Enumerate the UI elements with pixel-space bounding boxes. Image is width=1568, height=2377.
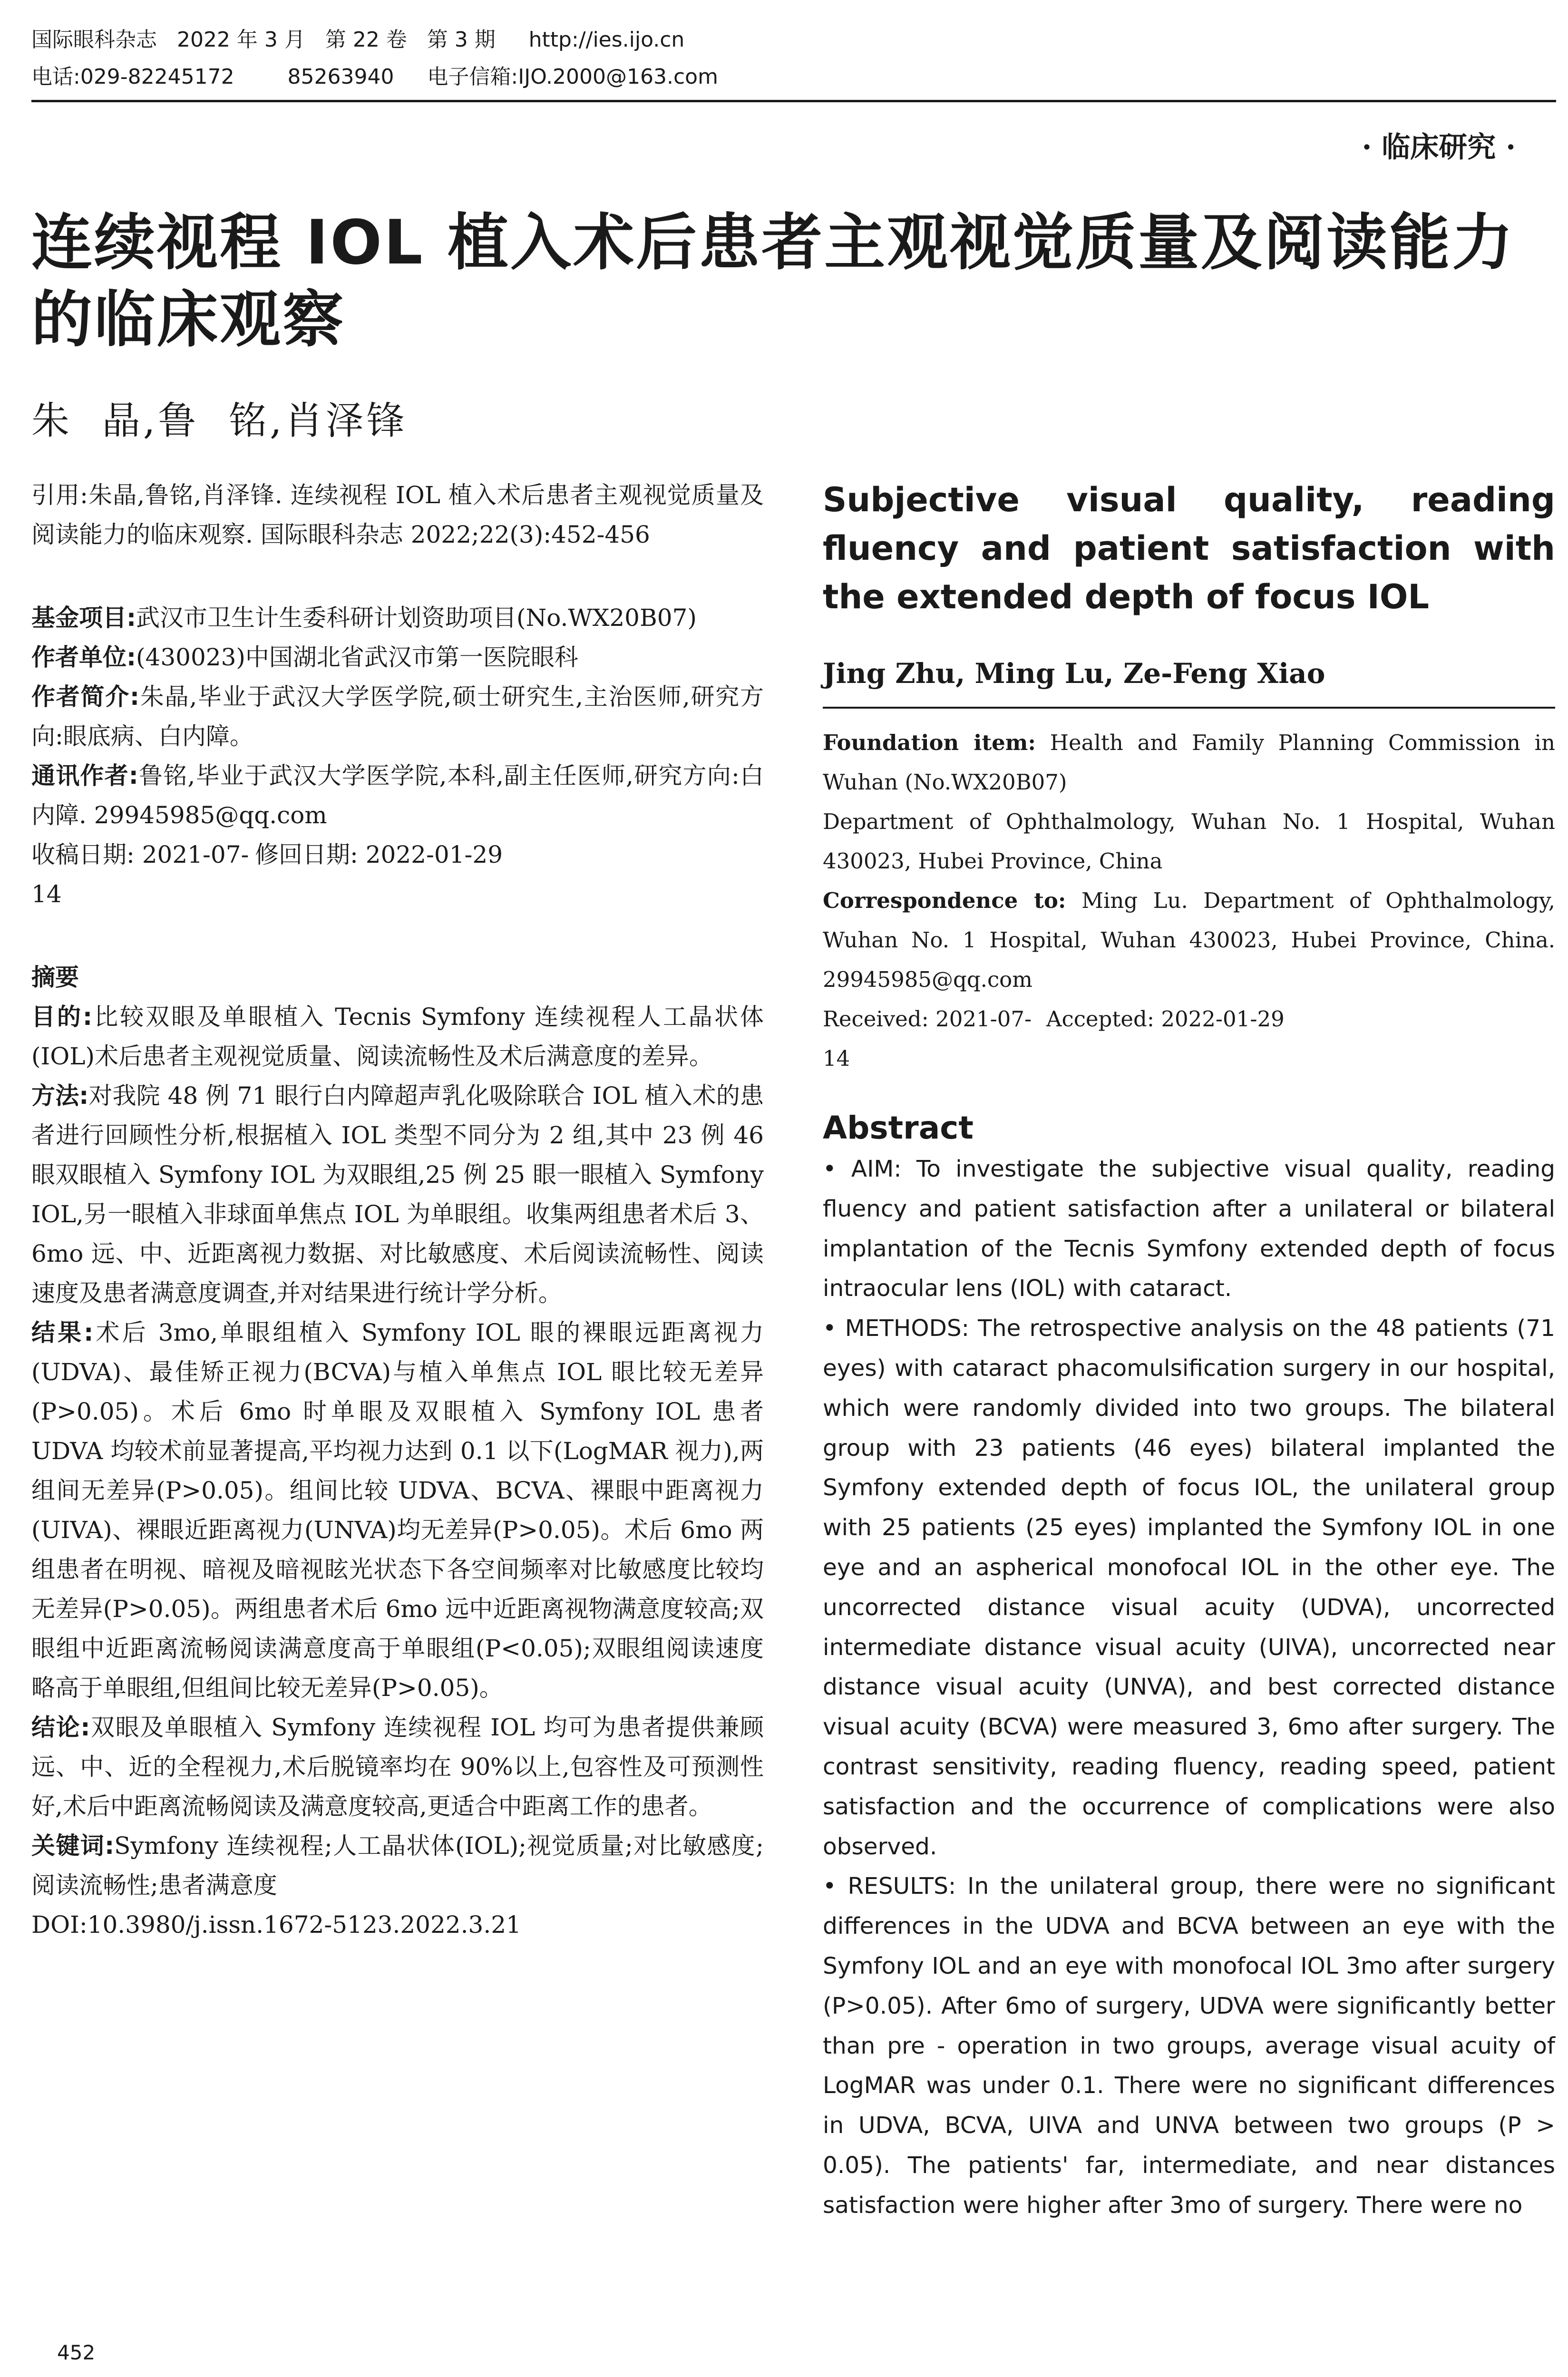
article-title: 连续视程 IOL 植入术后患者主观视觉质量及阅读能力的临床观察 xyxy=(31,207,1515,355)
section-tag: · 临床研究 · xyxy=(1362,131,1516,164)
foundation-item: Foundation item: Health and Family Planning Commission in Wuhan (No.WX20B07) xyxy=(823,730,1555,795)
received-date-cn: 收稿日期: 2021-07-14 xyxy=(31,841,249,908)
abstract-heading-cn: 摘要 xyxy=(31,964,79,991)
dates-en xyxy=(823,999,1555,1078)
received-date-en: Received: 2021-07-14 xyxy=(823,1006,1032,1071)
abstract-results-en: • RESULTS: In the unilateral group, there were no significant differences in the UDVA and BCVA between an eye with the Symfony IOL and an eye with monofocal IOL 3mo after surgery (P>0.05). After 6mo of surgery, UDVA were significantly better than pre - operation in two groups, average visual acuity of LogMAR was under 0.1. There were no significant differences in UDVA, BCVA, UIVA and UNVA between two groups (P > 0.05). The patients' far, intermediate, and near distances satisfaction were higher after 3mo of surgery. There were no xyxy=(823,1873,1555,2219)
header-rule xyxy=(31,100,1556,102)
journal-header-line1: 国际眼科杂志 2022 年 3 月 第 22 卷 第 3 期 http://ies.ijo.cn xyxy=(31,28,685,52)
corresponding-author: 通讯作者:鲁铭,毕业于武汉大学医学院,本科,副主任医师,研究方向:白内障. 29945985@qq.com xyxy=(31,762,764,829)
fund-item: 基金项目:武汉市卫生计生委科研计划资助项目(No.WX20B07) xyxy=(31,604,697,632)
author-unit: 作者单位:(430023)中国湖北省武汉市第一医院眼科 xyxy=(31,643,578,671)
english-rule xyxy=(823,707,1555,709)
department: Department of Ophthalmology, Wuhan No. 1 Hospital, Wuhan 430023, Hubei Province, China xyxy=(823,809,1555,874)
left-column xyxy=(31,476,764,1945)
revised-date-cn: 修回日期: 2022-01-29 xyxy=(255,841,503,868)
abstract-conclusion-cn: 结论:双眼及单眼植入 Symfony 连续视程 IOL 均可为患者提供兼顾远、中、近的全程视力,术后脱镜率均在 90%以上,包容性及可预测性好,术后中距离流畅阅读及满意度较高,更适合中距离工作的患者。 xyxy=(31,1714,764,1820)
english-authors: Jing Zhu, Ming Lu, Ze-Feng Xiao xyxy=(823,657,1325,690)
abstract-aim-cn: 目的:比较双眼及单眼植入 Tecnis Symfony 连续视程人工晶状体(IOL)术后患者主观视觉质量、阅读流畅性及术后满意度的差异。 xyxy=(31,1003,764,1070)
abstract-methods-en: • METHODS: The retrospective analysis on the 48 patients (71 eyes) with cataract phacomulsification surgery in our hospital, which were randomly divided into two groups. The bilateral group with 23 patients (46 eyes) bilateral implanted the Symfony extended depth of focus IOL, the unilateral group with 25 patients (25 eyes) implanted the Symfony IOL in one eye and an aspherical monofocal IOL in the other eye. The uncorrected distance visual acuity (UDVA), uncorrected intermediate distance visual acuity (UIVA), uncorrected near distance visual acuity (UNVA), and best corrected distance visual acuity (BCVA) were measured 3, 6mo after surgery. The contrast sensitivity, reading fluency, reading speed, patient satisfaction and the occurrence of complications were also observed. xyxy=(823,1315,1555,1860)
citation: 引用:朱晶,鲁铭,肖泽锋. 连续视程 IOL 植入术后患者主观视觉质量及阅读能力的临床观察. 国际眼科杂志 2022;22(3):452-456 xyxy=(31,481,764,548)
doi: DOI:10.3980/j.issn.1672-5123.2022.3.21 xyxy=(31,1911,521,1939)
article-authors: 朱 晶,鲁 铭,肖泽锋 xyxy=(31,399,408,443)
abstract-results-cn: 结果:术后 3mo,单眼组植入 Symfony IOL 眼的裸眼远距离视力(UDVA)、最佳矫正视力(BCVA)与植入单焦点 IOL 眼比较无差异(P>0.05)。术后 6mo 时单眼及双眼植入 Symfony IOL 患者 UDVA 均较术前显著提高,平均视力达到 0.1 以下(LogMAR 视力),两组间无差异(P>0.05)。组间比较 UDVA、BCVA、裸眼中距离视力(UIVA)、裸眼近距离视力(UNVA)均无差异(P>0.05)。术后 6mo 两组患者在明视、暗视及暗视眩光状态下各空间频率对比敏感度比较均无差异(P>0.05)。两组患者术后 6mo 远中近距离视物满意度较高;双眼组中近距离流畅阅读满意度高于单眼组(P<0.05);双眼组阅读速度略高于单眼组,但组间比较无差异(P>0.05)。 xyxy=(31,1319,764,1702)
dates-cn xyxy=(31,835,764,914)
page-number: 452 xyxy=(57,2341,96,2364)
english-title: Subjective visual quality, reading fluency and patient satisfaction with the extended depth of focus IOL xyxy=(823,480,1555,616)
correspondence: Correspondence to: Ming Lu. Department of Ophthalmology, Wuhan No. 1 Hospital, Wuhan 430023, Hubei Province, China. 29945985@qq.com xyxy=(823,888,1555,992)
abstract-heading-en: Abstract xyxy=(823,1110,974,1146)
abstract-aim-en: • AIM: To investigate the subjective visual quality, reading fluency and patient satisfaction after a unilateral or bilateral implantation of the Tecnis Symfony extended depth of focus intraocular lens (IOL) with cataract. xyxy=(823,1156,1555,1302)
abstract-methods-cn: 方法:对我院 48 例 71 眼行白内障超声乳化吸除联合 IOL 植入术的患者进行回顾性分析,根据植入 IOL 类型不同分为 2 组,其中 23 例 46 眼双眼植入 Symfony IOL 为双眼组,25 例 25 眼一眼植入 Symfony IOL,另一眼植入非球面单焦点 IOL 为单眼组。收集两组患者术后 3、6mo 远、中、近距离视力数据、对比敏感度、术后阅读流畅性、阅读速度及患者满意度调查,并对结果进行统计学分析。 xyxy=(31,1082,764,1307)
author-bio: 作者简介:朱晶,毕业于武汉大学医学院,硕士研究生,主治医师,研究方向:眼底病、白内障。 xyxy=(31,683,764,750)
accepted-date-en: Accepted: 2022-01-29 xyxy=(1046,1006,1285,1032)
right-column xyxy=(823,476,1555,2226)
journal-header-line2: 电话:029-82245172 85263940 电子信箱:IJO.2000@163.com xyxy=(31,65,718,89)
keywords-cn: 关键词:Symfony 连续视程;人工晶状体(IOL);视觉质量;对比敏感度;阅读流畅性;患者满意度 xyxy=(31,1832,764,1899)
